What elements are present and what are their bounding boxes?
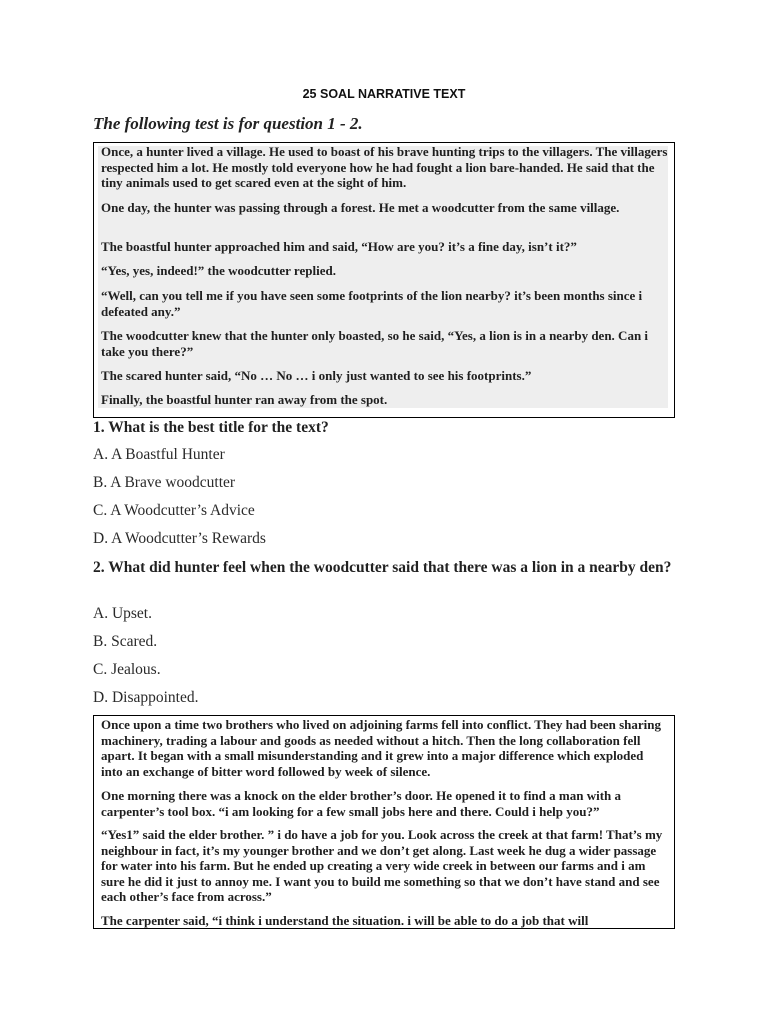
passage-1-paragraph: The boastful hunter approached him and said, “How are you? it’s a fine day, isn’t it?” (101, 239, 577, 254)
passage-1-paragraph: “Yes, yes, indeed!” the woodcutter replied. (101, 263, 336, 278)
question-1-option-c: C. A Woodcutter’s Advice (93, 502, 255, 519)
question-2-option-b: B. Scared. (93, 633, 158, 650)
document-title: 25 SOAL NARRATIVE TEXT (302, 87, 466, 101)
question-1-option-d: D. A Woodcutter’s Rewards (93, 530, 266, 547)
passage-2-paragraph: Once upon a time two brothers who lived on adjoining farms fell into conflict. They had been sharing machinery, trading a labour and goods as needed without a hitch. Then the long collaboration fell apart. It began with a small misunderstanding and it grew into a major difference which exploded into an exchange of bitter word followed by week of silence. (101, 717, 661, 779)
passage-1-paragraph: One day, the hunter was passing through a forest. He met a woodcutter from the same village. (101, 200, 620, 215)
passage-2-paragraph: One morning there was a knock on the elder brother’s door. He opened it to find a man with a carpenter’s tool box. “i am looking for a few small jobs here and there. Could i help you?” (101, 788, 622, 819)
question-2: 2. What did hunter feel when the woodcutter said that there was a lion in a nearby den? (93, 559, 672, 576)
question-2-option-c: C. Jealous. (93, 661, 161, 678)
question-2-option-a: A. Upset. (93, 605, 152, 622)
passage-1-paragraph: Finally, the boastful hunter ran away from the spot. (101, 392, 388, 407)
passage-2-paragraph: The carpenter said, “i think i understand the situation. i will be able to do a job that will (101, 913, 589, 928)
question-2-option-d: D. Disappointed. (93, 689, 199, 706)
passage-2-box (93, 715, 675, 929)
question-range-heading: The following test is for question 1 - 2. (93, 114, 363, 133)
passage-1-paragraph: Once, a hunter lived a village. He used to boast of his brave hunting trips to the villagers. The villagers respected him a lot. He mostly told everyone how he had fought a lion bare-handed. He said that the tiny animals used to get scared even at the sight of him. (101, 144, 668, 190)
question-1: 1. What is the best title for the text? (93, 419, 329, 436)
passage-1-paragraph: “Well, can you tell me if you have seen some footprints of the lion nearby? it’s been months since i defeated any.” (101, 288, 643, 319)
passage-1-box (93, 142, 675, 418)
passage-1-paragraph: The scared hunter said, “No … No … i only just wanted to see his footprints.” (101, 368, 532, 383)
passage-2-paragraph: “Yes1” said the elder brother. ” i do have a job for you. Look across the creek at that farm! That’s my neighbour in fact, it’s my younger brother and we don’t get along. Last week he dug a wider passage for water into his farm. But he ended up creating a very wide creek in between our farms and i am sure he did it just to annoy me. I want you to build me something so that we don’t have stand and see each other’s face from across.” (101, 827, 663, 904)
question-1-option-b: B. A Brave woodcutter (93, 474, 236, 491)
passage-1-paragraph: The woodcutter knew that the hunter only boasted, so he said, “Yes, a lion is in a nearby den. Can i take you there?” (101, 328, 649, 359)
question-1-option-a: A. A Boastful Hunter (93, 446, 225, 463)
